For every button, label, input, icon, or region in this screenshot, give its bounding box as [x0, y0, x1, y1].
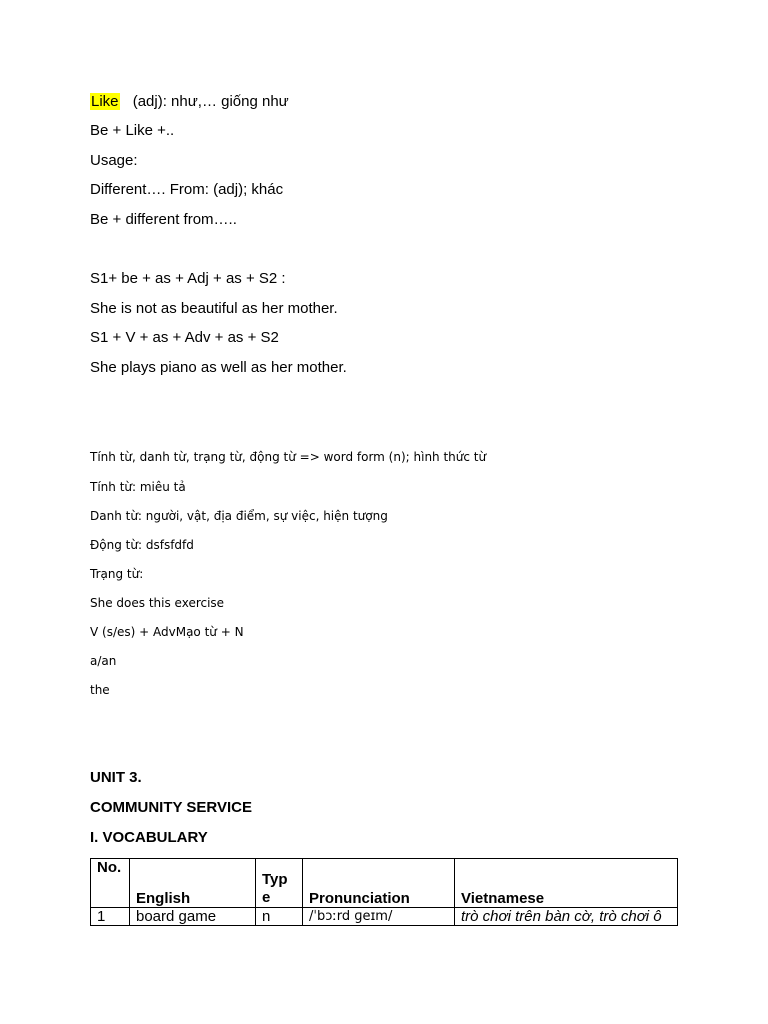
header-type-line1: Typ [262, 871, 288, 888]
like-definition-line [90, 93, 289, 111]
word-form-example: She does this exercise [90, 596, 225, 610]
table-header-row [91, 859, 678, 908]
header-vietnamese: Vietnamese [455, 859, 678, 908]
word-form-adverb: Trạng từ: [90, 567, 144, 581]
word-form-verb: Động từ: dsfsfdfd [90, 538, 194, 552]
like-structure-line: Be + Like +.. [90, 122, 175, 139]
word-form-noun: Danh từ: người, vật, địa điểm, sự việc, hiện tượng [90, 509, 388, 523]
like-highlighted-word: Like [91, 93, 119, 110]
comparison-adv-example: She plays piano as well as her mother. [90, 359, 347, 376]
header-english: English [130, 859, 256, 908]
word-form-article-structure: V (s/es) + AdvMạo từ + N [90, 625, 244, 639]
like-definition: (adj): như,… giống như [132, 93, 289, 110]
header-type [256, 859, 303, 908]
header-no: No. [91, 859, 130, 908]
cell-english: board game [130, 908, 256, 926]
vocabulary-table [90, 858, 678, 926]
cell-pronunciation: /ˈbɔːrd ɡeɪm/ [303, 908, 455, 926]
cell-vietnamese: trò chơi trên bàn cờ, trò chơi ô [455, 908, 678, 926]
comparison-adj-structure: S1+ be + as + Adj + as + S2 : [90, 270, 286, 287]
comparison-adv-structure: S1 + V + as + Adv + as + S2 [90, 329, 279, 346]
table-row [91, 908, 678, 926]
header-type-line2: e [262, 889, 271, 906]
usage-line: Usage: [90, 152, 138, 169]
cell-type: n [256, 908, 303, 926]
unit-number: UNIT 3. [90, 769, 142, 786]
different-structure-line: Be + different from….. [90, 211, 237, 228]
word-form-adjective: Tính từ: miêu tả [90, 480, 186, 494]
header-pronunciation: Pronunciation [303, 859, 455, 908]
section-heading: I. VOCABULARY [90, 829, 208, 846]
comparison-adj-example: She is not as beautiful as her mother. [90, 300, 338, 317]
different-definition-line: Different…. From: (adj); khác [90, 181, 284, 198]
word-form-intro: Tính từ, danh từ, trạng từ, động từ => word form (n); hình thức từ [90, 450, 487, 464]
article-a-an: a/an [90, 654, 117, 668]
unit-title: COMMUNITY SERVICE [90, 799, 252, 816]
cell-no: 1 [91, 908, 130, 926]
article-the: the [90, 683, 110, 697]
